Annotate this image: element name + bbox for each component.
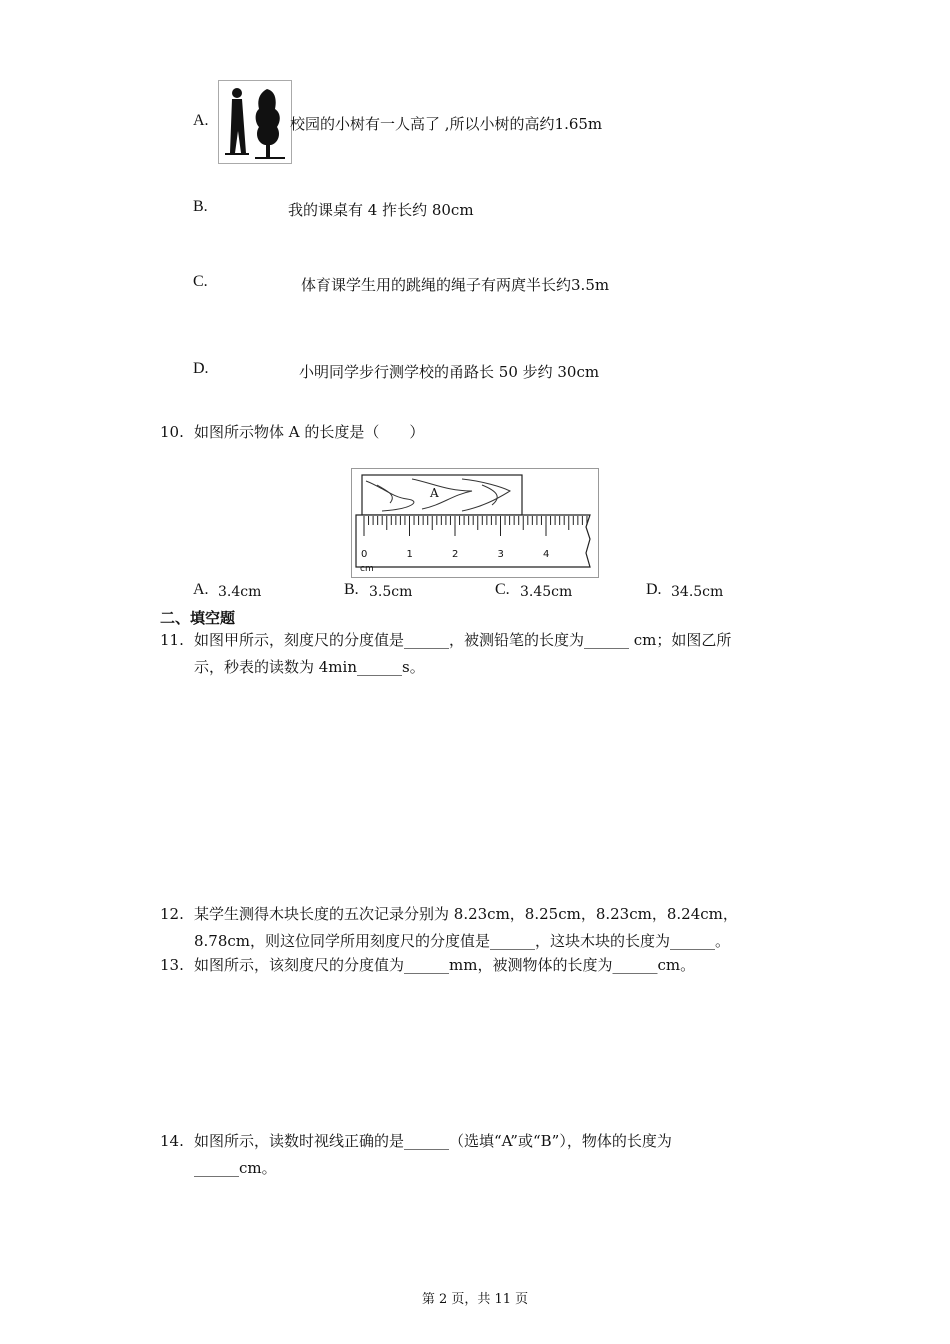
option-c-text: 体育课学生用的跳绳的绳子有两庹半长约3.5m [301, 276, 610, 294]
option-a-label: A. [193, 112, 209, 129]
ruler-tick-label: 3 [497, 549, 504, 560]
q10-option-a-value: 3.4cm [218, 584, 262, 600]
question-11-line2: 示，秒表的读数为 4min______s。 [194, 658, 425, 676]
question-13-number: 13. [160, 956, 184, 974]
ruler-svg [352, 469, 598, 577]
question-11-number: 11. [160, 631, 184, 649]
option-b-text: 我的课桌有 4 拃长约 80cm [288, 201, 474, 219]
question-14-line2: ______cm。 [194, 1159, 277, 1177]
question-14-line1: 如图所示，读数时视线正确的是______（选填“A”或“B”），物体的长度为 [194, 1132, 672, 1150]
question-12-line2: 8.78cm，则这位同学所用刻度尺的分度值是______，这块木块的长度为______。 [194, 932, 731, 950]
question-13-line1: 如图所示，该刻度尺的分度值为______mm，被测物体的长度为______cm。 [194, 956, 696, 974]
q10-option-c-label: C. [495, 581, 510, 598]
question-14-number: 14. [160, 1132, 184, 1150]
option-d-label: D. [193, 360, 209, 377]
object-a-label: A [430, 486, 439, 500]
ruler-tick-label: 2 [452, 549, 459, 560]
option-d-text: 小明同学步行测学校的甬路长 50 步约 30cm [299, 363, 600, 381]
question-10-stem: 如图所示物体 A 的长度是（ ） [194, 423, 425, 441]
q10-option-b-label: B. [344, 581, 359, 598]
ruler-tick-label: 0 [361, 549, 368, 560]
page-number: 第 2 页，共 11 页 [421, 1292, 529, 1307]
q10-option-d-label: D. [646, 581, 662, 598]
question-12-line1: 某学生测得木块长度的五次记录分别为 8.23cm，8.25cm，8.23cm，8.24cm， [194, 905, 738, 923]
person-tree-image [218, 80, 292, 164]
option-c-label: C. [193, 273, 208, 290]
wood-block [362, 475, 522, 515]
ruler-tick-label: 1 [406, 549, 413, 560]
ruler-figure [351, 468, 599, 578]
q10-option-a-label: A. [193, 581, 209, 598]
q10-option-c-value: 3.45cm [520, 584, 573, 600]
q10-option-d-value: 34.5cm [671, 584, 724, 600]
question-10-number: 10. [160, 423, 184, 441]
ruler-unit-label: cm [360, 564, 374, 574]
q10-option-b-value: 3.5cm [369, 584, 413, 600]
option-b-label: B. [193, 198, 208, 215]
section-heading: 二、填空题 [160, 609, 236, 627]
question-11-line1: 如图甲所示，刻度尺的分度值是______，被测铅笔的长度为______ cm；如图乙所 [194, 631, 732, 649]
ruler-tick-label: 4 [543, 549, 550, 560]
option-a-text: 校园的小树有一人高了 ,所以小树的高约1.65m [290, 115, 603, 133]
silhouette-icon [219, 81, 291, 163]
question-12-number: 12. [160, 905, 184, 923]
